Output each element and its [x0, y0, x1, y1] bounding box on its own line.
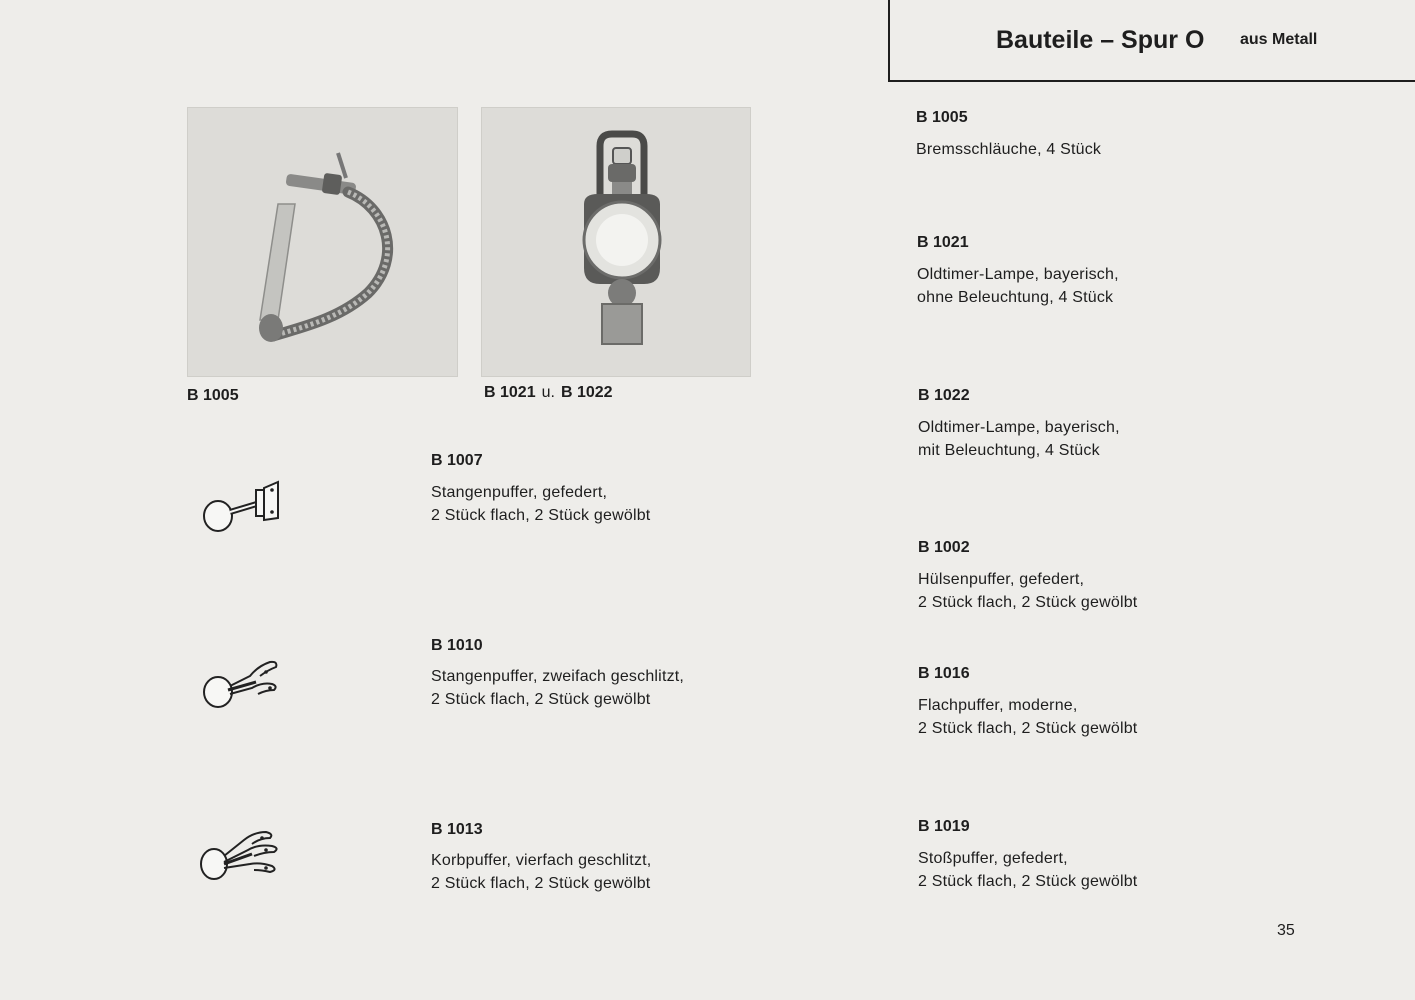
- page-title: Bauteile – Spur O: [996, 26, 1205, 54]
- item-description: Stoßpuffer, gefedert, 2 Stück flach, 2 Stück gewölbt: [918, 850, 1138, 890]
- photo-1-caption: B 1005: [187, 387, 239, 404]
- item-description: Korbpuffer, vierfach geschlitzt, 2 Stück flach, 2 Stück gewölbt: [431, 852, 652, 892]
- rod-buffer-icon: [198, 476, 288, 536]
- item-description: Stangenpuffer, gefedert, 2 Stück flach, 2 Stück gewölbt: [431, 484, 651, 524]
- item-description: Bremsschläuche, 4 Stück: [916, 141, 1102, 158]
- item-description: Flachpuffer, moderne, 2 Stück flach, 2 Stück gewölbt: [918, 697, 1138, 737]
- page-subtitle: aus Metall: [1240, 31, 1318, 48]
- item-code: B 1022: [918, 387, 970, 404]
- item-code: B 1016: [918, 665, 970, 682]
- brake-hose-photo: [187, 107, 458, 377]
- photo-2-caption: B 1021 u. B 1022: [484, 384, 613, 401]
- oldtimer-lamp-icon: [482, 108, 750, 376]
- double-slotted-buffer-icon: [198, 654, 288, 714]
- item-code: B 1010: [431, 637, 483, 654]
- item-code: B 1005: [916, 109, 968, 126]
- item-code: B 1002: [918, 539, 970, 556]
- brake-hose-icon: [188, 108, 457, 376]
- item-code: B 1013: [431, 821, 483, 838]
- item-code: B 1007: [431, 452, 483, 469]
- page-number: 35: [1277, 922, 1295, 939]
- item-description: Oldtimer-Lampe, bayerisch, mit Beleuchtung, 4 Stück: [918, 419, 1120, 459]
- oldtimer-lamp-photo: [481, 107, 751, 377]
- item-description: Oldtimer-Lampe, bayerisch, ohne Beleuchtung, 4 Stück: [917, 266, 1119, 306]
- item-code: B 1021: [917, 234, 969, 251]
- item-code: B 1019: [918, 818, 970, 835]
- item-description: Hülsenpuffer, gefedert, 2 Stück flach, 2 Stück gewölbt: [918, 571, 1138, 611]
- item-description: Stangenpuffer, zweifach geschlitzt, 2 Stück flach, 2 Stück gewölbt: [431, 668, 685, 708]
- basket-buffer-icon: [196, 826, 288, 884]
